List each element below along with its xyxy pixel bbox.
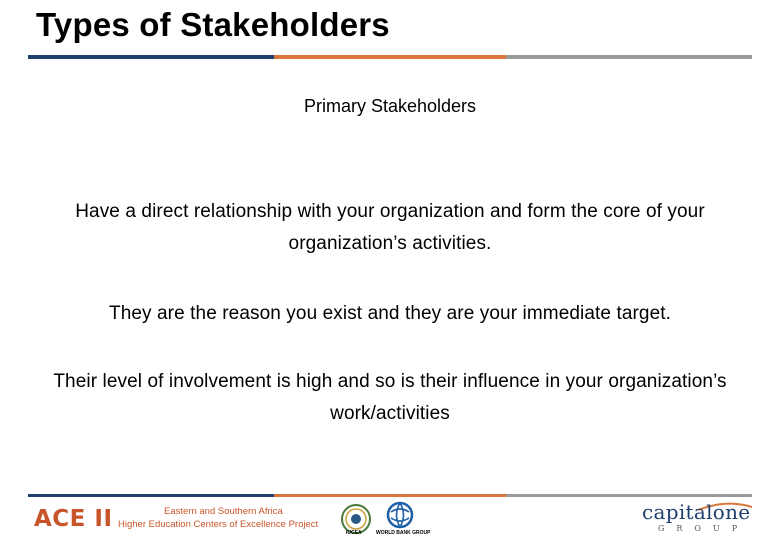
capital-one-group-text: GROUP xyxy=(658,524,750,533)
ace-ii-region-text: Eastern and Southern Africa xyxy=(164,506,283,517)
capital-one-group-logo xyxy=(642,500,754,538)
slide-title: Types of Stakeholders xyxy=(36,6,390,43)
paragraph-reason-you-exist: They are the reason you exist and they are your immediate target. xyxy=(108,303,672,324)
title-divider xyxy=(28,55,752,59)
world-bank-globe-icon xyxy=(385,500,415,530)
capital-one-wordmark: capitalone xyxy=(642,500,751,524)
paragraph-involvement-level: Their level of involvement is high and so is their influence in your organization’s work/activities xyxy=(53,371,727,424)
world-bank-label: WORLD BANK GROUP xyxy=(376,530,431,536)
paragraph-direct-relationship: Have a direct relationship with your organization and form the core of your organization’s activities. xyxy=(75,201,705,254)
iucea-label: IUCEA xyxy=(346,530,362,536)
footer-divider xyxy=(28,494,752,497)
slide-subtitle: Primary Stakeholders xyxy=(303,96,477,116)
ace-ii-project-text: Higher Education Centers of Excellence Project xyxy=(118,519,319,530)
ace-ii-mark: ACE II xyxy=(34,506,113,532)
